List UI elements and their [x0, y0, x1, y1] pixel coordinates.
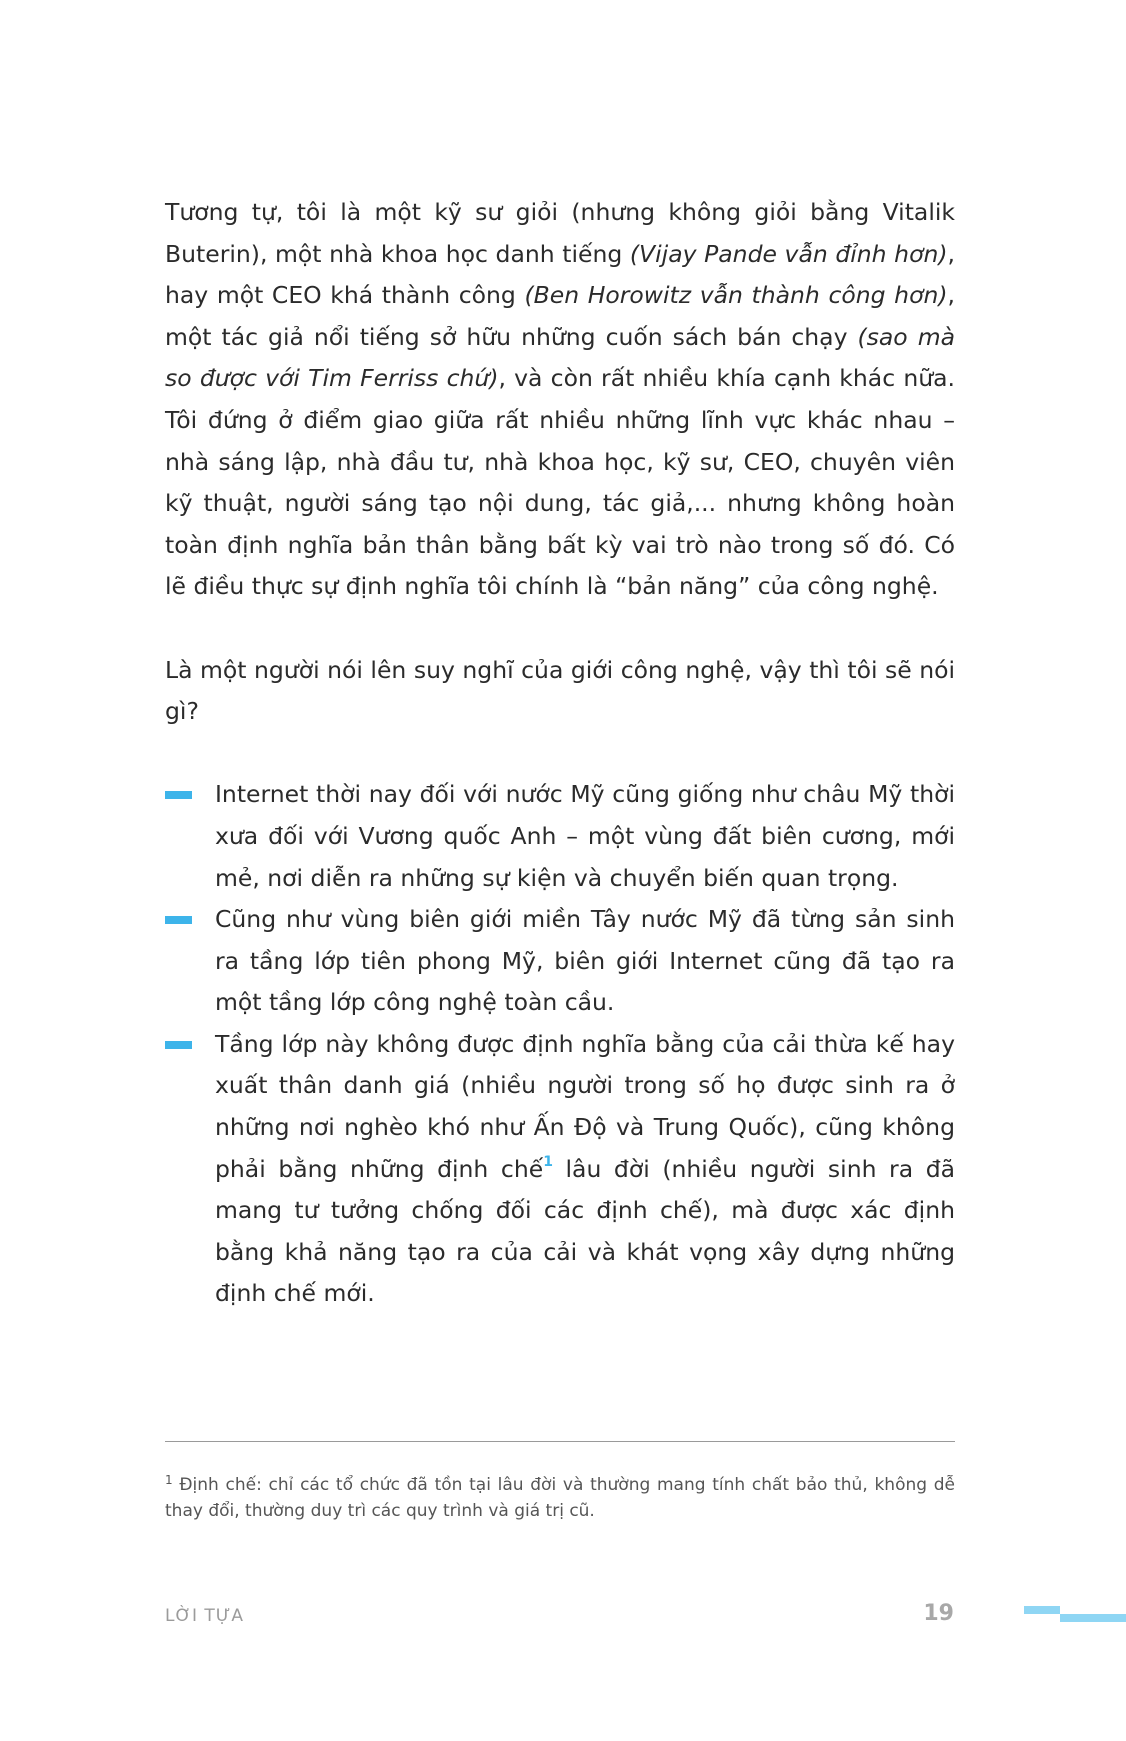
paragraph-text: , một tác giả nổi tiếng sở hữu những cuốn sách bán chạy	[165, 281, 955, 351]
footnote	[165, 1472, 955, 1524]
list-item-text: Cũng như vùng biên giới miền Tây nước Mỹ đã từng sản sinh ra tầng lớp tiên phong Mỹ, biên giới Internet cũng đã tạo ra một tầng lớp công nghệ toàn cầu.	[215, 905, 955, 1017]
footnote-divider	[165, 1441, 955, 1442]
decorative-bar	[1060, 1614, 1126, 1622]
list-item-text: Tầng lớp này không được định nghĩa bằng của cải thừa kế hay xuất thân danh giá (nhiều người trong số họ được sinh ra ở những nơi nghèo khó như Ấn Độ và Trung Quốc), cũng không phải bằng những định chế	[215, 1029, 955, 1183]
paragraph-text: Tương tự, tôi là một kỹ sư giỏi (nhưng không giỏi bằng Vitalik Buterin), một nhà khoa học danh tiếng	[165, 198, 955, 268]
footnote-reference[interactable]: 1	[543, 1153, 553, 1170]
italic-aside: (Ben Horowitz vẫn thành công hơn)	[524, 281, 948, 310]
decorative-bar	[1024, 1606, 1060, 1614]
running-title: LỜI TỰA	[165, 1606, 245, 1626]
paragraph-text: , hay một CEO khá thành công	[165, 239, 955, 310]
footnote-text: Định chế: chỉ các tổ chức đã tồn tại lâu đời và thường mang tính chất bảo thủ, không dễ thay đổi, thường duy trì các quy trình và giá trị cũ.	[165, 1475, 955, 1521]
paragraph-text: , và còn rất nhiều khía cạnh khác nữa. Tôi đứng ở điểm giao giữa rất nhiều những lĩnh vực khác nhau – nhà sáng lập, nhà đầu tư, nhà khoa học, kỹ sư, CEO, chuyên viên kỹ thuật, người sáng tạo nội dung, tác giả,... nhưng không hoàn toàn định nghĩa bản thân bằng bất kỳ vai trò nào trong số đó. Có lẽ điều thực sự định nghĩa tôi chính là “bản năng” của công nghệ.	[165, 364, 955, 601]
body-paragraph-2: Là một người nói lên suy nghĩ của giới công nghệ, vậy thì tôi sẽ nói gì?	[165, 655, 955, 726]
list-item-text: Internet thời nay đối với nước Mỹ cũng giống như châu Mỹ thời xưa đối với Vương quốc Anh – một vùng đất biên cương, mới mẻ, nơi diễn ra những sự kiện và chuyển biến quan trọng.	[215, 780, 955, 892]
italic-aside: (sao mà so được với Tim Ferriss chứ)	[165, 322, 955, 393]
bullet-dash-icon	[165, 791, 192, 799]
bullet-list	[165, 774, 955, 1315]
list-item	[165, 899, 955, 1024]
page-content	[165, 192, 955, 1315]
italic-aside: (Vijay Pande vẫn đỉnh hơn)	[629, 239, 948, 268]
page-number: 19	[923, 1601, 954, 1626]
bullet-dash-icon	[165, 916, 192, 924]
list-item-text: lâu đời (nhiều người sinh ra đã mang tư tưởng chống đối các định chế), mà được xác định bằng khả năng tạo ra của cải và khát vọng xây dựng những định chế mới.	[215, 1154, 956, 1308]
bullet-dash-icon	[165, 1041, 192, 1049]
list-item	[165, 1024, 955, 1315]
list-item	[165, 774, 955, 899]
footnote-marker: 1	[165, 1473, 173, 1487]
body-paragraph-1	[165, 192, 955, 608]
